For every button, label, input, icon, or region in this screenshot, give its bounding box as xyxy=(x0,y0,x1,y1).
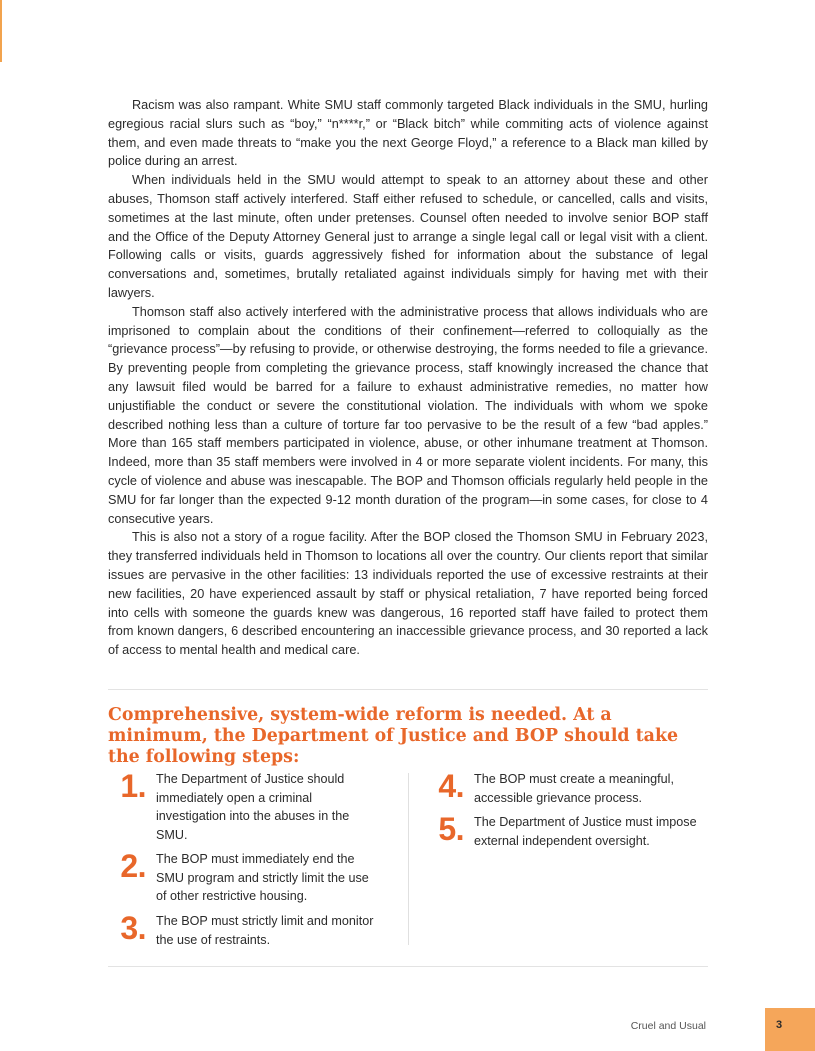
reform-step xyxy=(108,850,382,906)
step-text: The BOP must create a meaningful, accessible grievance process. xyxy=(474,772,674,805)
corner-accent-rule xyxy=(0,0,2,62)
paragraph-racism: Racism was also rampant. White SMU staff commonly targeted Black individuals in the SMU, hurling egregious racial slurs such as “boy,” “n****r,” or “Black bitch” while commiting acts of violence against them, and even made threats to “make you the next George Floyd,” a reference to a Black man killed by police during an arrest. xyxy=(108,98,708,169)
reform-step xyxy=(426,813,702,850)
reform-step xyxy=(426,770,702,807)
step-text: The Department of Justice should immediately open a criminal investigation into the abuses in the SMU. xyxy=(156,772,350,842)
step-text: The BOP must strictly limit and monitor the use of restraints. xyxy=(156,914,374,947)
reform-heading: Comprehensive, system-wide reform is needed. At a minimum, the Department of Justice and BOP should take the following steps: xyxy=(108,705,679,767)
column-divider xyxy=(408,773,409,945)
paragraph-attorney-access: When individuals held in the SMU would attempt to speak to an attorney about these and other abuses, Thomson staff actively interfered. Staff either refused to schedule, or cancelled, calls and visits, sometimes at the last minute, often under pretenses. Counsel often needed to involve senior BOP staff and the Office of the Deputy Attorney General just to arrange a single legal call or legal visit with a client. Following calls or visits, guards aggressively fished for information about the substance of legal conversations and, sometimes, brutally retaliated against individuals simply for having met with their lawyers. xyxy=(108,173,708,300)
paragraph-other-facilities: This is also not a story of a rogue facility. After the BOP closed the Thomson SMU in February 2023, they transferred individuals held in Thomson to locations all over the country. Our clients report that similar issues are pervasive in the other facilities: 13 individuals reported the use of excessive restraints at their new facilities, 20 have experienced assault by staff or physical retaliation, 7 have reported being forced into cells with someone the guards knew was dangerous, 16 reported staff have failed to protect them from known dangers, 6 described encountering an inaccessible grievance process, and 30 reported a lack of access to mental health and medical care. xyxy=(108,530,708,658)
step-number: 3. xyxy=(120,910,146,946)
footer-title: Cruel and Usual xyxy=(630,1020,706,1032)
step-number: 2. xyxy=(120,848,146,884)
page-number-box xyxy=(765,1008,815,1051)
step-text: The Department of Justice must impose external independent oversight. xyxy=(474,815,697,848)
step-number: 4. xyxy=(438,768,464,804)
step-number: 5. xyxy=(438,811,464,847)
reform-step xyxy=(108,770,382,844)
section-divider-top xyxy=(108,689,708,690)
paragraph-grievance-process: Thomson staff also actively interfered with the administrative process that allows individuals who are imprisoned to complain about the conditions of their confinement—referred to colloquially as the “grievance process”—by refusing to provide, or otherwise destroying, the forms needed to file a grievance. By preventing people from completing the grievance process, staff knowingly increased the chance that any lawsuit filed would be barred for a failure to exhaust administrative remedies, no matter how unjustifiable the conduct or severe the constitutional violation. The individuals with whom we spoke described nothing less than a culture of torture far too pervasive to be the result of a few “bad apples.” More than 165 staff members participated in violence, abuse, or other inhumane treatment at Thomson. Indeed, more than 35 staff members were involved in 4 or more separate violent incidents. For many, this cycle of violence and abuse was inescapable. The BOP and Thomson officials regularly held people in the SMU for far longer than the expected 9-12 month duration of the program—in some cases, for close to 4 consecutive years. xyxy=(108,304,708,526)
step-text: The BOP must immediately end the SMU program and strictly limit the use of other restrictive housing. xyxy=(156,852,369,904)
step-number: 1. xyxy=(120,768,146,804)
body-text xyxy=(108,96,708,660)
reform-step xyxy=(108,912,382,949)
page-number: 3 xyxy=(776,1019,783,1031)
section-divider-bottom xyxy=(108,966,708,967)
